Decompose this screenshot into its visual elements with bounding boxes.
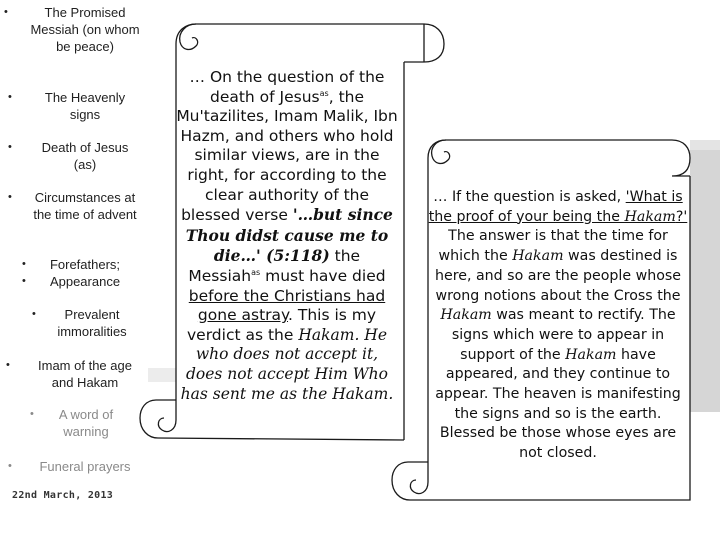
bullet-icon: • bbox=[8, 460, 12, 472]
hakam-term: Hakam bbox=[512, 248, 564, 265]
nav-item-label: The Heavenly signs bbox=[44, 90, 126, 122]
bullet-icon: • bbox=[8, 91, 12, 103]
quote-text: the Messiah bbox=[188, 247, 361, 285]
bullet-icon: • bbox=[4, 6, 8, 18]
quote-text: … If the question is asked, bbox=[433, 189, 626, 205]
quote-text: was destined is here, and so are the people whose wrong notions about the Cross the bbox=[434, 248, 681, 304]
underlined-text: before the Christians had gone astray bbox=[188, 286, 386, 325]
quote-text: , the Mu'tazilites, Imam Malik, Ibn Hazm, and others who hold similar views, are in the right, for according to the clear authority of the blessed verse bbox=[176, 87, 398, 225]
verse-quote: '…but since Thou didst cause me to die…' (5:118) bbox=[185, 205, 393, 266]
bullet-icon: • bbox=[22, 258, 26, 270]
quote-text: was meant to rectify. The signs which were to appear in support of the bbox=[451, 307, 676, 363]
quote-text: . He who does not accept it, does not accept Him Who has sent me as the bbox=[180, 325, 388, 403]
bullet-icon: • bbox=[8, 191, 12, 203]
nav-item-label: The Promised Messiah (on whom be peace) bbox=[30, 5, 140, 54]
bullet-icon: • bbox=[6, 359, 10, 371]
hakam-term: Hakam bbox=[565, 346, 617, 363]
hakam-term: Hakam bbox=[624, 208, 676, 225]
bullet-icon: • bbox=[30, 408, 34, 420]
hakam-term: Hakam bbox=[440, 307, 492, 324]
hakam-term: Hakam bbox=[298, 325, 355, 344]
date-label: 22nd March, 2013 bbox=[12, 490, 114, 501]
bullet-icon: • bbox=[32, 308, 36, 320]
nav-item-label: Prevalent immoralities bbox=[57, 307, 127, 339]
quote-text: The answer is that the time for which the bbox=[438, 228, 668, 265]
hakam-term: Hakam bbox=[332, 384, 389, 403]
quote-text: . This is my verdict as the bbox=[187, 306, 377, 344]
nav-item-label: Forefathers; Appearance bbox=[49, 257, 121, 289]
quote-text: … On the question of the death of Jesus bbox=[189, 68, 385, 106]
quote-text: must have died bbox=[260, 266, 386, 285]
underlined-text: ?' bbox=[675, 208, 688, 225]
bullet-icon: • bbox=[22, 275, 26, 287]
scroll-left-text bbox=[176, 68, 398, 404]
nav-item-label: Funeral prayers bbox=[39, 459, 131, 474]
bullet-icon: • bbox=[8, 141, 12, 153]
scroll-right-text bbox=[428, 188, 688, 464]
nav-item-label: A word of warning bbox=[58, 407, 114, 439]
nav-item-label: Imam of the age and Hakam bbox=[38, 358, 132, 390]
quote-text: have appeared, and they continue to appear. The heaven is manifesting the signs and so is the earth. Blessed be those whose eyes are not closed. bbox=[435, 346, 681, 462]
nav-item-label: Death of Jesus (as) bbox=[41, 140, 129, 172]
underlined-text: 'What is the proof of your being the bbox=[428, 189, 683, 225]
honorific: as bbox=[319, 88, 329, 98]
quote-text: . bbox=[388, 384, 394, 403]
honorific: as bbox=[251, 267, 261, 277]
nav-item-label: Circumstances at the time of advent bbox=[33, 190, 137, 222]
